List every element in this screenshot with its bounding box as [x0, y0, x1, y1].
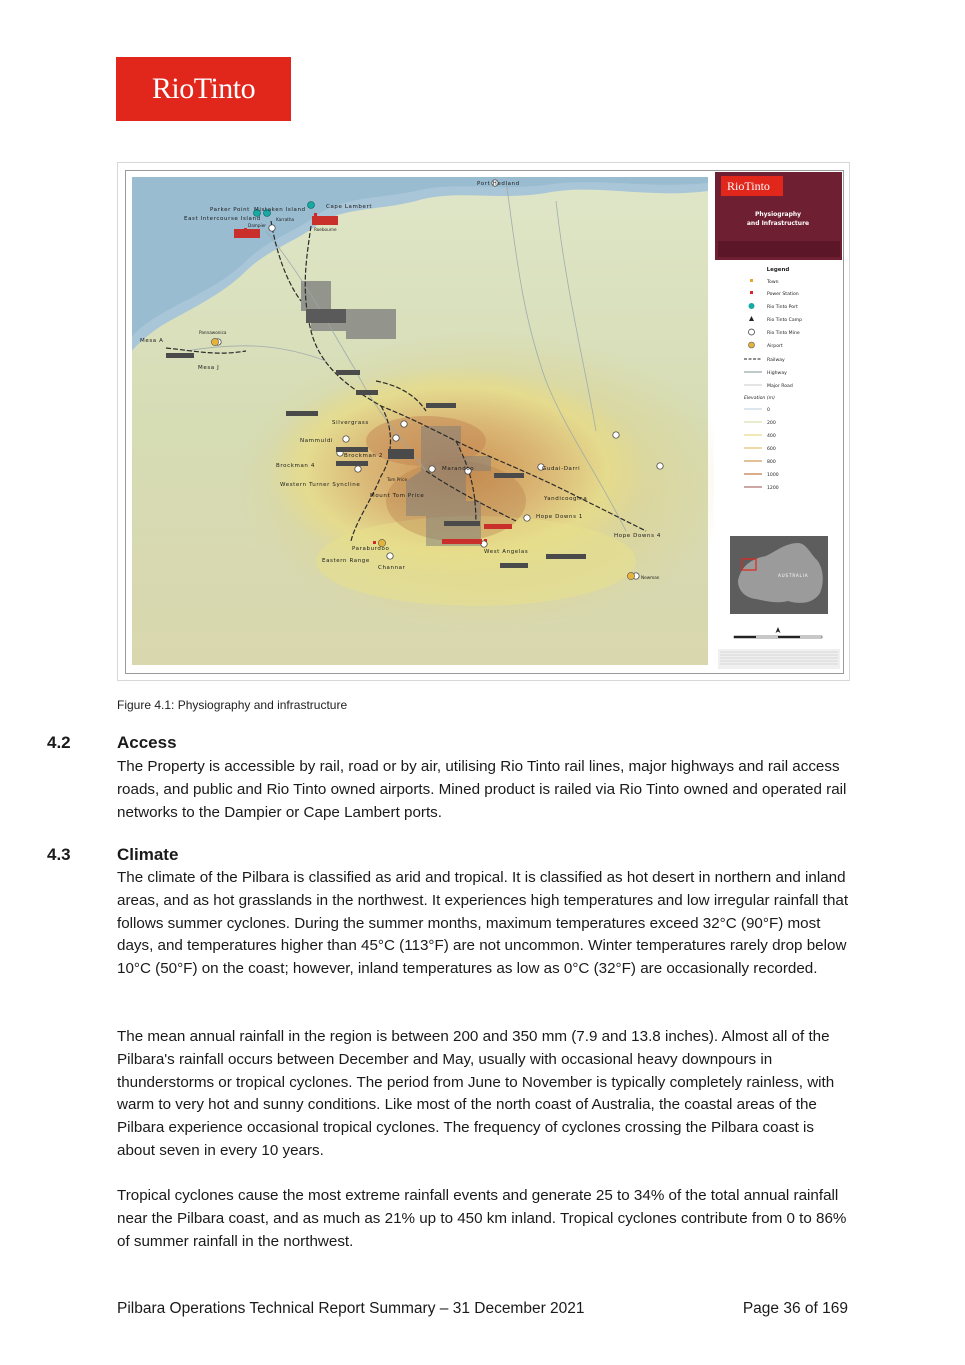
figure-caption: Figure 4.1: Physiography and infrastructure	[117, 698, 348, 712]
svg-text:Elevation (m): Elevation (m)	[744, 396, 775, 401]
svg-text:Hope Downs 1: Hope Downs 1	[536, 514, 584, 520]
svg-text:Power Station: Power Station	[767, 292, 799, 297]
svg-text:Rio Tinto Mine: Rio Tinto Mine	[767, 331, 800, 336]
svg-text:200: 200	[767, 421, 776, 426]
rio-tinto-logo: RioTinto	[116, 57, 291, 121]
svg-text:Newman: Newman	[641, 575, 660, 580]
svg-text:Dampier: Dampier	[248, 223, 266, 228]
svg-text:0: 0	[767, 408, 770, 413]
svg-text:Marandoo: Marandoo	[442, 466, 475, 472]
svg-text:Rio Tinto Port: Rio Tinto Port	[767, 305, 798, 310]
svg-text:and Infrastructure: and Infrastructure	[746, 220, 810, 227]
svg-text:Paraburdoo: Paraburdoo	[352, 546, 390, 552]
svg-text:Mesa A: Mesa A	[140, 338, 164, 344]
section-title-climate: Climate	[117, 845, 179, 864]
section-number: 4.2	[47, 733, 71, 752]
svg-text:Airport: Airport	[767, 344, 783, 349]
svg-text:Legend: Legend	[766, 267, 790, 273]
svg-text:400: 400	[767, 434, 776, 439]
svg-text:Cape Lambert: Cape Lambert	[326, 204, 373, 210]
svg-text:Brockman 4: Brockman 4	[276, 463, 315, 469]
svg-text:1000: 1000	[767, 473, 779, 478]
section-number: 4.3	[47, 845, 71, 864]
svg-text:600: 600	[767, 447, 776, 452]
svg-text:Physiography: Physiography	[754, 211, 802, 218]
svg-text:Railway: Railway	[767, 358, 785, 363]
svg-text:Mesa J: Mesa J	[198, 365, 220, 371]
svg-text:Mount Tom Price: Mount Tom Price	[370, 493, 425, 499]
svg-text:Port Hedland: Port Hedland	[477, 181, 520, 187]
svg-text:Channar: Channar	[378, 565, 406, 571]
svg-text:Parker Point: Parker Point	[210, 207, 250, 213]
svg-text:Mistaken Island: Mistaken Island	[254, 207, 306, 213]
svg-text:Western Turner Syncline: Western Turner Syncline	[280, 482, 361, 488]
svg-text:Hope Downs 4: Hope Downs 4	[614, 533, 662, 539]
access-paragraph: The Property is accessible by rail, road or by air, utilising Rio Tinto rail lines, major highways and rail access roads, and public and Rio Tinto owned airports. Mined product is railed via Rio Tinto owned and operated rail networks to the Dampier or Cape Lambert ports.	[117, 758, 847, 821]
svg-text:Eastern Range: Eastern Range	[322, 558, 370, 564]
svg-text:Major Road: Major Road	[767, 384, 793, 389]
climate-paragraph-2: The mean annual rainfall in the region is between 200 and 350 mm (7.9 and 13.8 inches). Almost all of the Pilbara's rainfall occurs between December and May, usually with occasional heavy downpours in thunderstorms or tropical cyclones. The period from June to November is typically completely rainless, with warm to very hot and sunny conditions. Like most of the north coast of Australia, the coastal areas of the Pilbara experience occasional tropical cyclones. The frequency of cyclones crossing the Pilbara coast is about seven in every 10 years.	[117, 1028, 835, 1159]
svg-text:800: 800	[767, 460, 776, 465]
svg-text:Highway: Highway	[767, 371, 787, 376]
climate-paragraph-3: Tropical cyclones cause the most extreme rainfall events and generate 25 to 34% of the total annual rainfall near the Pilbara coast, and as much as 21% up to 450 km inland. Tropical cyclones contribute from 0 to 86% of summer rainfall in the northwest.	[117, 1187, 847, 1250]
svg-text:Brockman 2: Brockman 2	[344, 453, 383, 459]
footer-page-number: Page 36 of 169	[742, 1300, 848, 1317]
svg-text:Rio Tinto Camp: Rio Tinto Camp	[767, 318, 803, 323]
svg-text:AUSTRALIA: AUSTRALIA	[778, 573, 809, 578]
svg-text:Gudai-Darri: Gudai-Darri	[542, 466, 581, 472]
svg-text:Silvergrass: Silvergrass	[332, 420, 369, 426]
svg-text:RioTinto: RioTinto	[727, 179, 770, 193]
svg-text:1200: 1200	[767, 486, 779, 491]
svg-text:Roebourne: Roebourne	[314, 227, 337, 232]
svg-text:Pannawonica: Pannawonica	[199, 330, 227, 335]
climate-paragraph-1: The climate of the Pilbara is classified as arid and tropical. It is classified as hot desert in northern and inland areas, and as hot grasslands in the northwest. It experiences high temperatures and low irregular rainfall that follows summer cyclones. During the summer months, maximum temperatures exceed 32°C (90°F) most days, and temperatures higher than 45°C (113°F) are not uncommon. Winter temperatures rarely drop below 10°C (50°F) on the coast; however, inland temperatures as low as 0°C (32°F) are occasionally recorded.	[117, 869, 849, 978]
svg-text:Nammuldi: Nammuldi	[300, 438, 334, 444]
svg-text:West Angelas: West Angelas	[484, 549, 529, 555]
svg-text:East Intercourse Island: East Intercourse Island	[184, 216, 261, 222]
footer-report-title: Pilbara Operations Technical Report Summary – 31 December 2021	[117, 1300, 585, 1317]
svg-text:Yandicoogina: Yandicoogina	[544, 496, 588, 502]
section-title-access: Access	[117, 733, 177, 752]
physiography-map	[125, 170, 844, 674]
svg-text:Tom Price: Tom Price	[387, 477, 408, 482]
svg-text:Town: Town	[767, 280, 779, 285]
svg-text:Karratha: Karratha	[276, 217, 295, 222]
